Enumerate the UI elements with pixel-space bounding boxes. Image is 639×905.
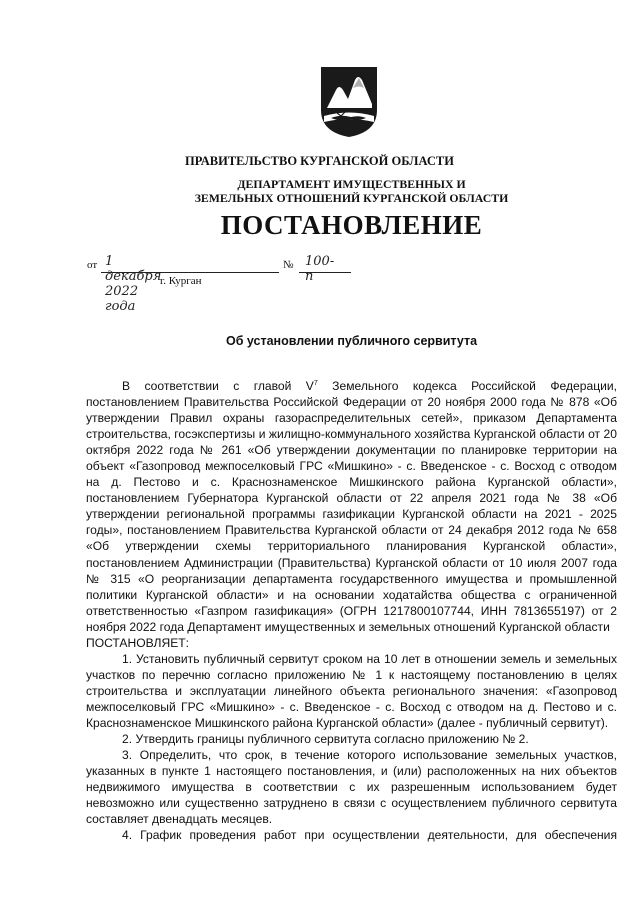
item-2-paragraph: 2. Утвердить границы публичного сервитута согласно приложению № 2. (122, 732, 529, 747)
date-from-label: от (87, 259, 98, 271)
number-label: № (283, 259, 294, 271)
handwritten-date: 1 декабря 2022 года (105, 254, 162, 314)
kurgan-oblast-coat-of-arms (319, 66, 379, 138)
city-label: г. Курган (160, 275, 202, 287)
handwritten-number: 100-п (305, 254, 335, 284)
document-type-title: ПОСТАНОВЛЕНИЕ (220, 210, 483, 240)
preamble-paragraph: В соответствии с главой $V^7$ Земельного кодекса Российской Федерации, постановлением Правительства Российской Федерации от 20 ноября 2000 года № 878 «Об утверждении Правил охраны газораспределительных сетей», приказом Департамента строительства, госэкспертизы и жилищно-коммунального хозяйства Курганской области от 20 октября 2022 года № 261 «Об утверждении документации по планировке территории на объект «Газопровод межпоселковый ГРС «Мишкино» - с. Введенское - с. Восход с отводом на д. Пестово и с. Краснознаменское Мишкинского района Курганской области», постановлением Губернатора Курганской области от 22 апреля 2021 года № 38 «Об утверждении региональной программы газификации Курганской области на 2021 - 2025 годы», постановлением Правительства Курганской области от 24 декабря 2012 года № 658 «Об утверждении схемы территориального планирования Курганской области», постановлением Администрации (Правительства) Курганской области от 10 июля 2007 года № 315 «О реорганизации департамента государственного имущества и промышленной политики Курганской области» и на основании ходатайства общества с ограниченной ответственностью «Газпром газификация» (ОГРН 1217800107744, ИНН 7813655197) от 2 ноября 2022 года Департамент имущественных и земельных отношений Курганской области (86, 379, 618, 634)
document-body (86, 378, 617, 843)
department-name: ДЕПАРТАМЕНТ ИМУЩЕСТВЕННЫХ И ЗЕМЕЛЬНЫХ ОТНОШЕНИЙ КУРГАНСКОЙ ОБЛАСТИ (194, 177, 509, 205)
government-name: ПРАВИТЕЛЬСТВО КУРГАНСКОЙ ОБЛАСТИ (185, 154, 454, 168)
item-1-paragraph: 1. Установить публичный сервитут сроком на 10 лет в отношении земель и земельных участков по перечню согласно приложению № 1 к настоящему постановлению в целях строительства и эксплуатации линейного объекта регионального значения: «Газопровод межпоселковый ГРС «Мишкино» - с. Введенское - с. Восход с отводом на д. Пестово и с. Краснознаменское Мишкинского района Курганской области» (далее - публичный сервитут). (86, 651, 617, 730)
item-3-paragraph: 3. Определить, что срок, в течение которого использование земельных участков, указанных в пункте 1 настоящего постановления, и (или) расположенных на них объектов недвижимого имущества в соответствии с их разрешенным использованием будет невозможно или существенно затруднено в связи с осуществлением публичного сервитута составляет двенадцать месяцев. (86, 748, 617, 827)
decree-word: ПОСТАНОВЛЯЕТ: (86, 635, 190, 650)
item-4-paragraph: 4. График проведения работ при осуществлении деятельности, для обеспечения (122, 828, 617, 843)
document-subject: Об установлении публичного сервитута (225, 334, 478, 348)
